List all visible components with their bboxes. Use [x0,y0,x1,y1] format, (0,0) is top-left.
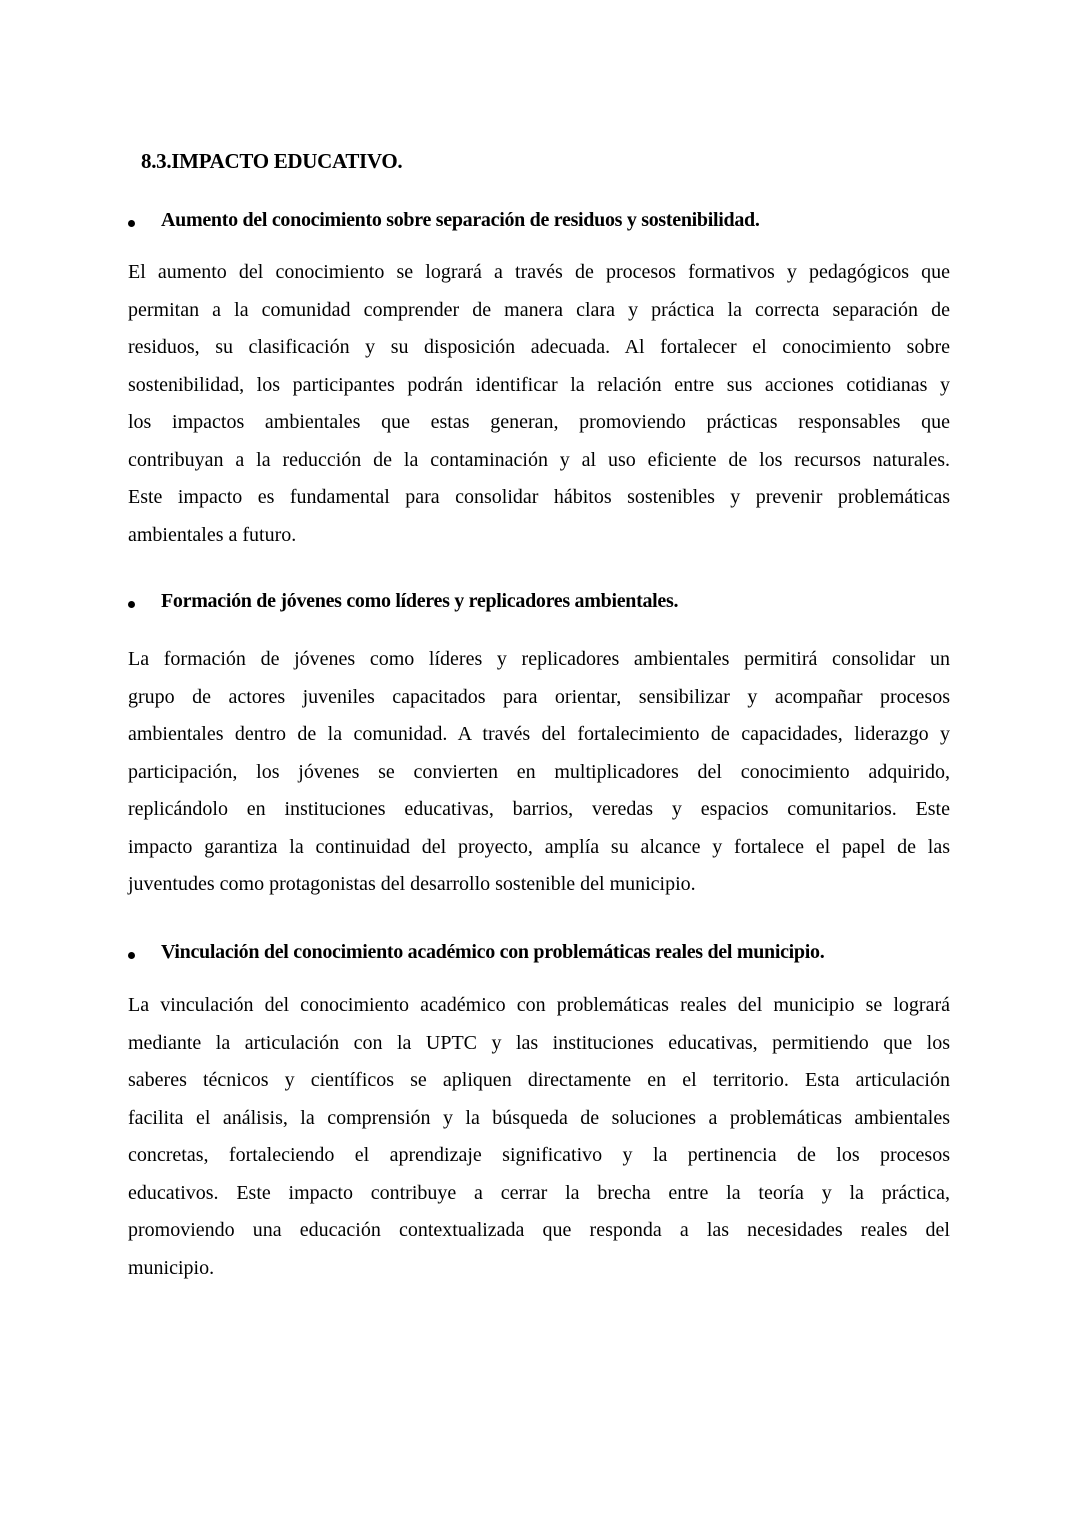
paragraph-youth-leaders [128,645,950,908]
paragraph-line: grupo de actores juveniles capacitados para orientar, sensibilizar y acompañar procesos [128,685,950,708]
paragraph-academic-link [128,991,950,1291]
paragraph-line: La vinculación del conocimiento académico con problemáticas reales del municipio se logrará [128,994,950,1016]
paragraph-line: municipio. [128,1256,215,1279]
bullet-heading-youth-leaders [128,590,958,620]
heading-text: Aumento del conocimiento sobre separación de residuos y sostenibilidad. [161,209,760,231]
paragraph-line: permitan a la comunidad comprender de manera clara y práctica la correcta separación de [128,298,950,321]
paragraph-line: residuos, su clasificación y su disposición adecuada. Al fortalecer el conocimiento sobre [128,336,950,358]
paragraph-line: participación, los jóvenes se convierten en multiplicadores del conocimiento adquirido, [128,760,950,783]
heading-text: Vinculación del conocimiento académico con problemáticas reales del municipio. [161,941,825,963]
paragraph-line: los impactos ambientales que estas generan, promoviendo prácticas responsables que [128,411,950,433]
paragraph-line: educativos. Este impacto contribuye a cerrar la brecha entre la teoría y la práctica, [128,1181,950,1204]
paragraph-line: contribuyan a la reducción de la contaminación y al uso eficiente de los recursos naturales. [128,448,950,471]
paragraph-line: promoviendo una educación contextualizada que responda a las necesidades reales del [128,1219,950,1241]
bullet-icon [128,952,135,959]
paragraph-line: La formación de jóvenes como líderes y replicadores ambientales permitirá consolidar un [128,648,950,670]
bullet-heading-academic-link [128,941,958,971]
paragraph-line: ambientales a futuro. [128,523,297,546]
bullet-icon [128,220,135,227]
bullet-heading-waste-knowledge [128,209,958,239]
paragraph-line: replicándolo en instituciones educativas, barrios, veredas y espacios comunitarios. Este [128,798,950,820]
section-title: 8.3.IMPACTO EDUCATIVO. [141,149,403,173]
heading-text: Formación de jóvenes como líderes y replicadores ambientales. [161,590,679,612]
paragraph-line: mediante la articulación con la UPTC y las instituciones educativas, permitiendo que los [128,1031,950,1054]
paragraph-line: juventudes como protagonistas del desarrollo sostenible del municipio. [128,873,696,895]
paragraph-waste-knowledge [128,258,950,558]
paragraph-line: El aumento del conocimiento se logrará a través de procesos formativos y pedagógicos que [128,261,950,283]
paragraph-line: concretas, fortaleciendo el aprendizaje significativo y la pertinencia de los procesos [128,1144,950,1166]
paragraph-line: ambientales dentro de la comunidad. A través del fortalecimiento de capacidades, liderazgo y [128,723,950,745]
paragraph-line: facilita el análisis, la comprensión y la búsqueda de soluciones a problemáticas ambientales [128,1106,950,1129]
paragraph-line: saberes técnicos y científicos se apliquen directamente en el territorio. Esta articulación [128,1069,950,1091]
paragraph-line: sostenibilidad, los participantes podrán identificar la relación entre sus acciones cotidianas y [128,373,950,396]
bullet-icon [128,601,135,608]
paragraph-line: Este impacto es fundamental para consolidar hábitos sostenibles y prevenir problemáticas [128,486,950,508]
paragraph-line: impacto garantiza la continuidad del proyecto, amplía su alcance y fortalece el papel de las [128,835,950,858]
